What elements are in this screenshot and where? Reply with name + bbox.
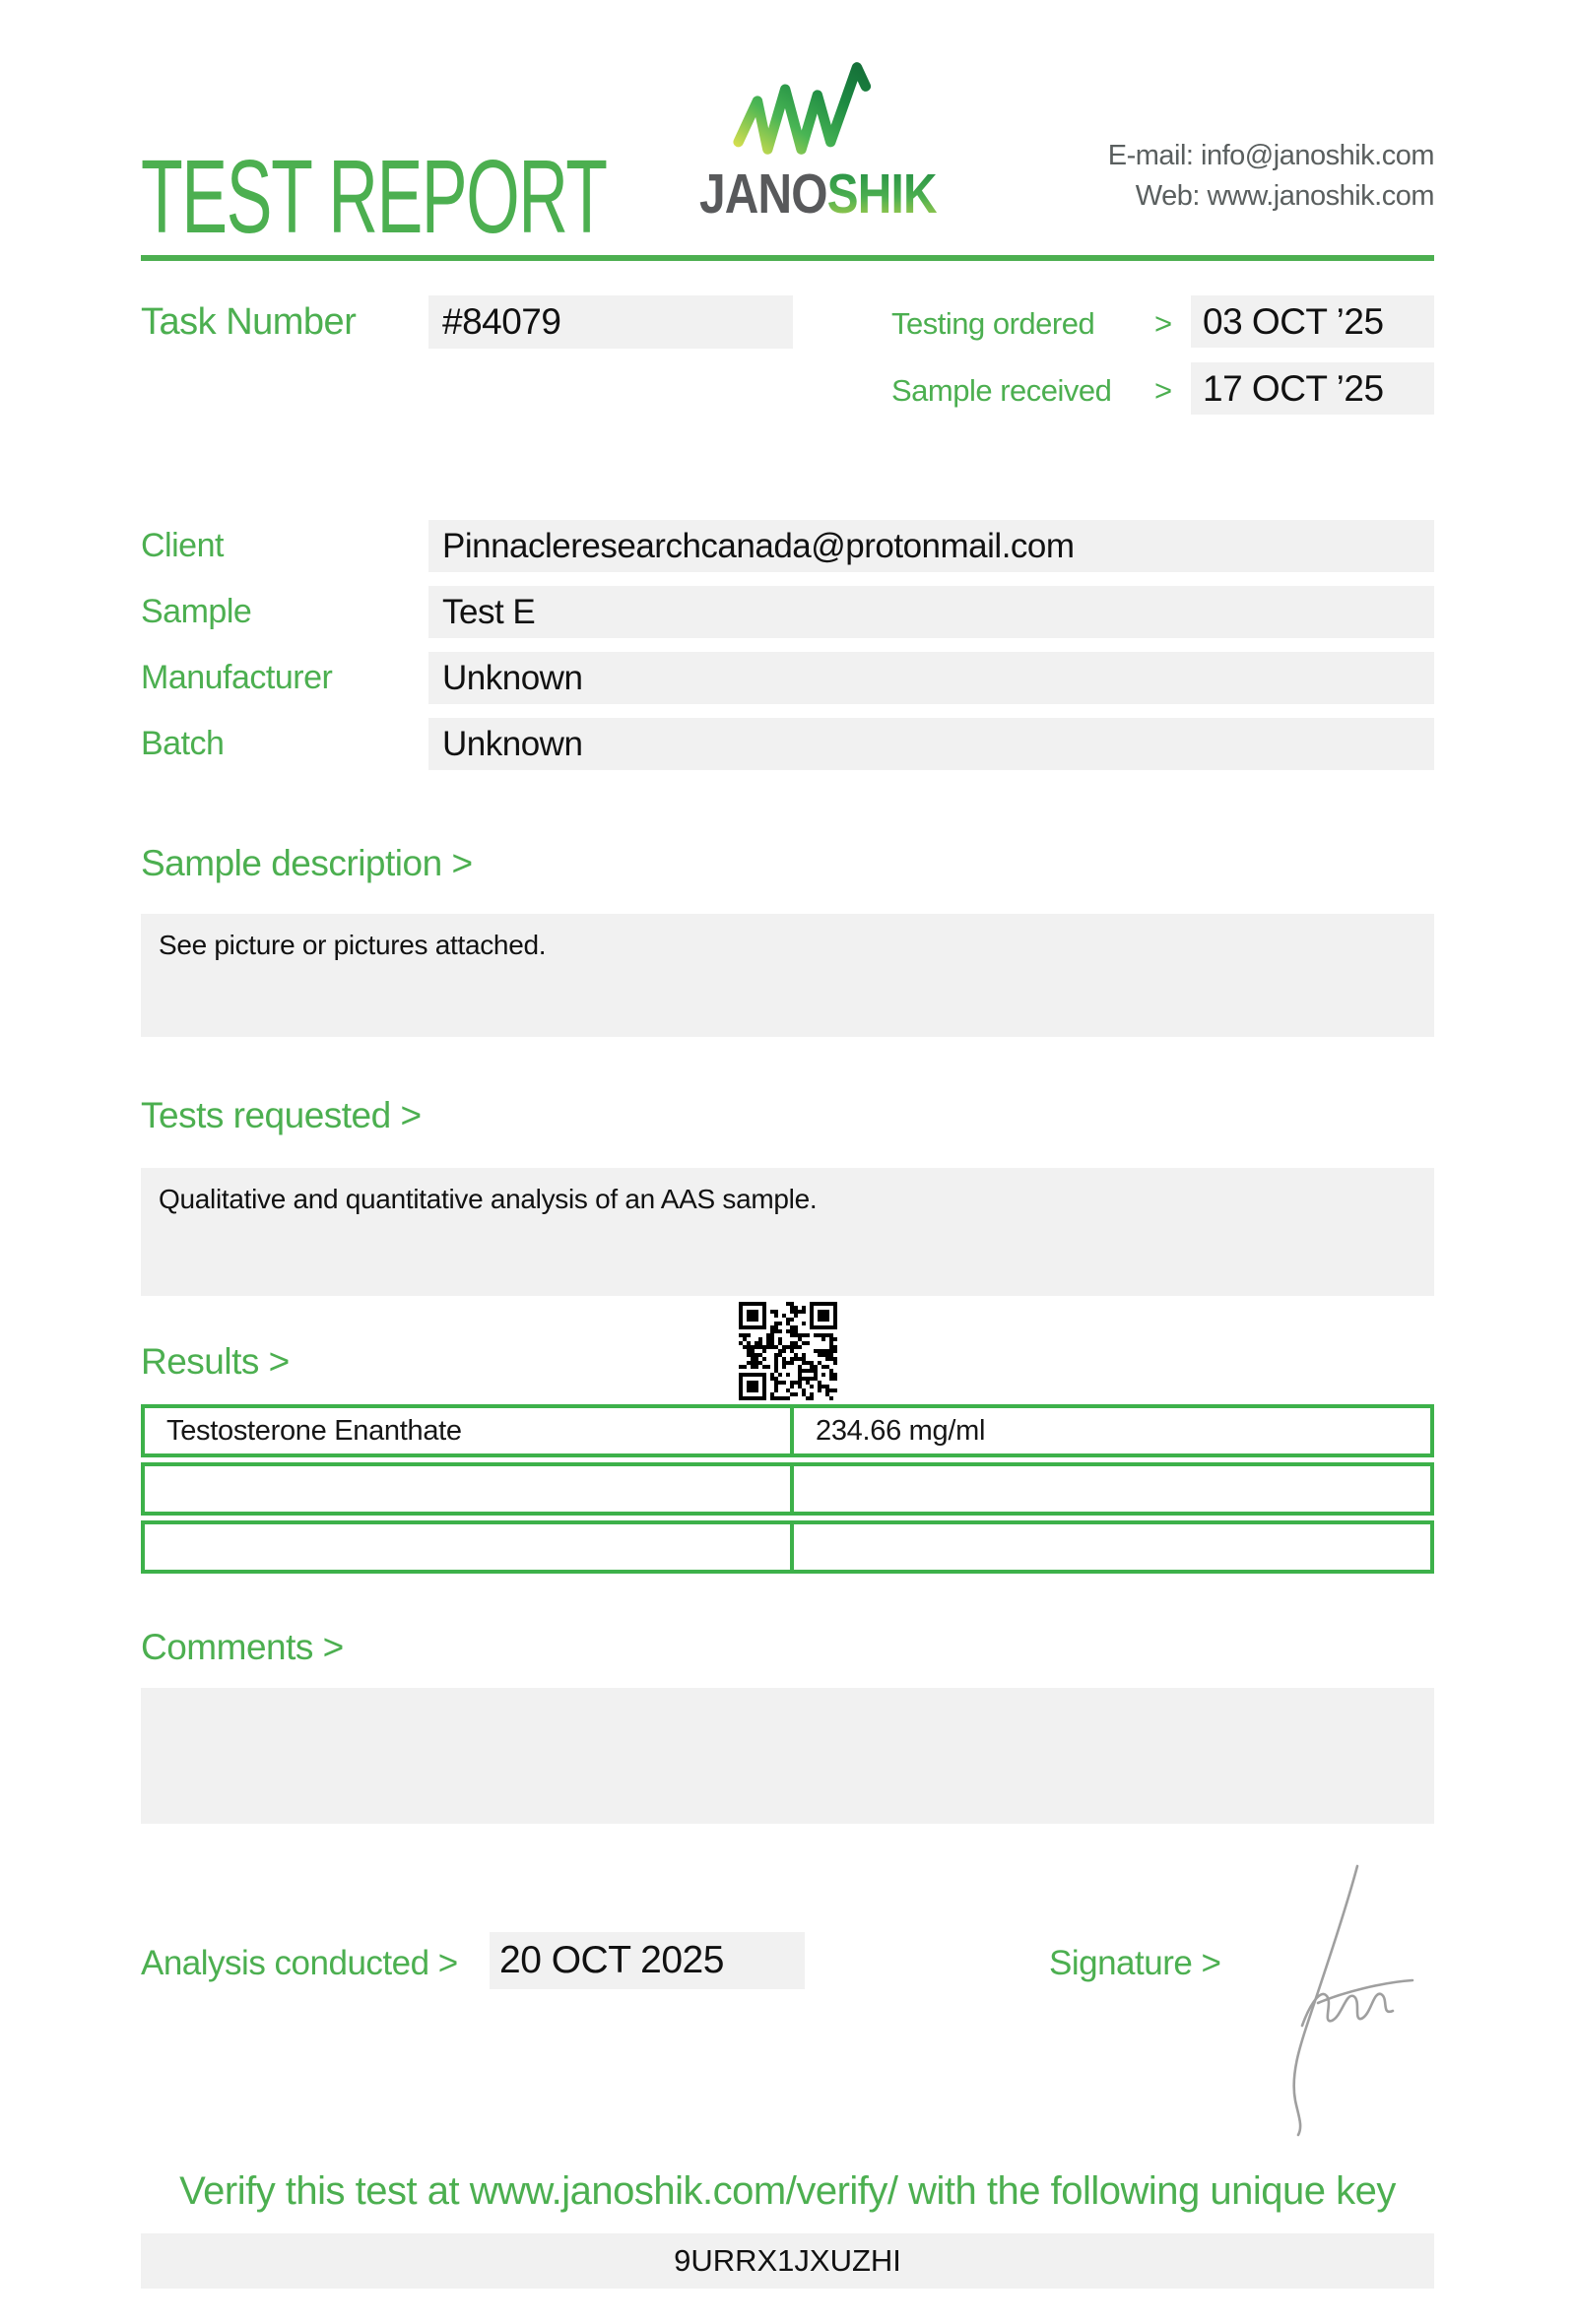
sample-description-box xyxy=(141,914,1434,1037)
manufacturer-label: Manufacturer xyxy=(141,659,333,696)
contact-web: Web: www.janoshik.com xyxy=(1135,180,1434,212)
sample-received-value: 17 OCT ’25 xyxy=(1203,368,1384,409)
verify-instruction: Verify this test at www.janoshik.com/verify/ with the following unique key xyxy=(179,2169,1396,2213)
sample-value: Test E xyxy=(442,593,536,631)
logo-text-shik: SHIK xyxy=(826,162,937,226)
batch-label: Batch xyxy=(141,725,225,762)
manufacturer-value: Unknown xyxy=(442,659,583,697)
task-number-value: #84079 xyxy=(442,301,561,342)
table-row xyxy=(141,1462,1434,1516)
analysis-conducted-value: 20 OCT 2025 xyxy=(499,1939,724,1981)
result-amount xyxy=(790,1466,1430,1512)
sample-label: Sample xyxy=(141,593,252,630)
tests-requested-text: Qualitative and quantitative analysis of an AAS sample. xyxy=(159,1184,818,1214)
unique-key-field xyxy=(141,2233,1434,2289)
page-title: TEST REPORT xyxy=(141,139,607,255)
analysis-conducted-label: Analysis conducted > xyxy=(141,1944,458,1982)
qr-code xyxy=(739,1302,837,1400)
tests-requested-heading: Tests requested > xyxy=(141,1095,422,1135)
sample-description-text: See picture or pictures attached. xyxy=(159,930,547,960)
batch-value: Unknown xyxy=(442,725,583,763)
growth-chart-icon xyxy=(729,57,877,160)
result-amount: 234.66 mg/ml xyxy=(790,1408,1430,1453)
manufacturer-field xyxy=(428,652,1434,704)
logo-text-jano: JANO xyxy=(699,162,827,226)
contact-email: E-mail: info@janoshik.com xyxy=(1107,140,1434,171)
sample-received-arrow: > xyxy=(1154,373,1172,408)
comments-text xyxy=(141,1688,1434,1704)
logo-wordmark xyxy=(699,161,937,226)
testing-ordered-label: Testing ordered xyxy=(891,306,1095,341)
tests-requested-box xyxy=(141,1168,1434,1296)
result-substance xyxy=(145,1466,790,1512)
task-number-field xyxy=(428,295,793,349)
table-row xyxy=(141,1520,1434,1574)
janoshik-logo xyxy=(680,57,937,226)
signature-label: Signature > xyxy=(1049,1944,1221,1982)
result-amount xyxy=(790,1524,1430,1570)
sample-field xyxy=(428,586,1434,638)
comments-heading: Comments > xyxy=(141,1627,344,1667)
batch-field xyxy=(428,718,1434,770)
header-divider xyxy=(141,255,1434,261)
testing-ordered-value: 03 OCT ’25 xyxy=(1203,301,1384,342)
unique-key-value: 9URRX1JXUZHI xyxy=(674,2243,901,2278)
results-table xyxy=(141,1404,1434,1574)
client-value: Pinnacleresearchcanada@protonmail.com xyxy=(442,527,1075,565)
sample-received-field xyxy=(1191,362,1434,415)
testing-ordered-arrow: > xyxy=(1154,306,1172,341)
contact-info xyxy=(1108,136,1434,217)
sample-received-label: Sample received xyxy=(891,373,1112,408)
signature-image xyxy=(1263,1856,1430,2142)
task-number-label: Task Number xyxy=(141,301,357,343)
comments-box xyxy=(141,1688,1434,1824)
client-field xyxy=(428,520,1434,572)
client-label: Client xyxy=(141,527,224,564)
table-row xyxy=(141,1404,1434,1457)
sample-description-heading: Sample description > xyxy=(141,843,473,883)
qr-code-image xyxy=(739,1302,837,1400)
results-heading: Results > xyxy=(141,1341,290,1382)
result-substance: Testosterone Enanthate xyxy=(166,1415,462,1447)
analysis-conducted-field xyxy=(490,1932,805,1989)
result-substance xyxy=(145,1524,790,1570)
testing-ordered-field xyxy=(1191,295,1434,348)
signature-scribble xyxy=(1263,1856,1430,2142)
